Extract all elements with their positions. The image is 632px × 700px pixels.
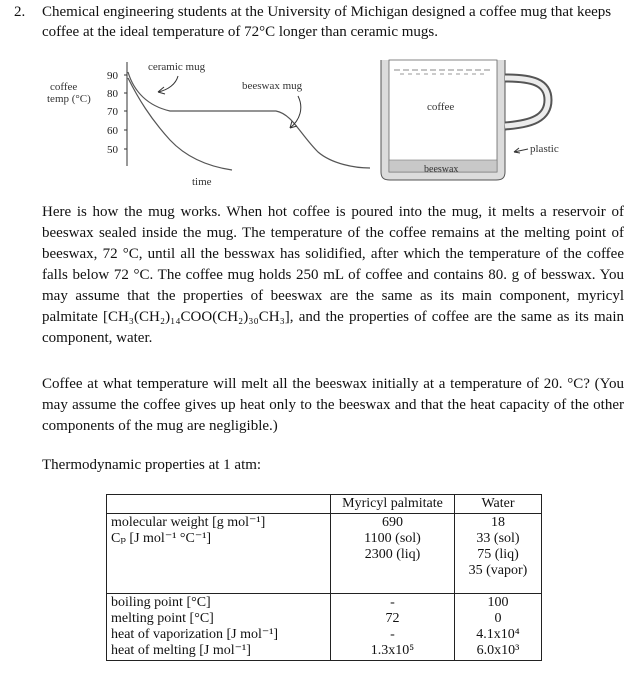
ytick-50: 50 bbox=[107, 144, 118, 156]
hvap-water: 4.1x10⁴ bbox=[476, 627, 520, 642]
cp-myricyl-liq: 2300 (liq) bbox=[364, 547, 421, 562]
temperature-graph bbox=[47, 61, 370, 188]
hmelt-label: heat of melting [J mol⁻¹] bbox=[111, 643, 251, 658]
mw-water: 18 bbox=[491, 515, 505, 530]
graph-xlabel: time bbox=[192, 176, 212, 188]
ytick-90: 90 bbox=[107, 70, 118, 82]
properties-table bbox=[106, 494, 542, 661]
mug-inner-cup bbox=[389, 60, 497, 172]
label-beeswax: beeswax bbox=[424, 164, 459, 175]
table-title: Thermodynamic properties at 1 atm: bbox=[42, 457, 262, 473]
paragraph-question: Coffee at what temperature will melt all the beeswax initially at a temperature of 20. °C? (You may assume the coffee gives up heat only to the beeswax and that the heat capacity of the other components of the mug are negligible.) bbox=[42, 376, 624, 434]
table-row bbox=[107, 514, 542, 594]
header-myricyl: Myricyl palmitate bbox=[331, 495, 455, 514]
label-coffee: coffee bbox=[427, 101, 455, 113]
mw-label: molecular weight [g mol⁻¹] bbox=[111, 515, 266, 530]
cp-label: Cₚ [J mol⁻¹ °C⁻¹] bbox=[111, 531, 212, 546]
table-row bbox=[107, 594, 542, 661]
hvap-label: heat of vaporization [J mol⁻¹] bbox=[111, 627, 279, 642]
bp-label: boiling point [°C] bbox=[111, 595, 211, 610]
cp-water-liq: 75 (liq) bbox=[477, 547, 519, 562]
hmelt-water: 6.0x10³ bbox=[476, 643, 520, 658]
header-blank bbox=[107, 495, 331, 514]
question-number: 2. bbox=[14, 4, 26, 20]
cp-myricyl-sol: 1100 (sol) bbox=[364, 531, 421, 546]
figure bbox=[0, 48, 632, 198]
bp-water: 100 bbox=[487, 595, 509, 610]
header-water: Water bbox=[455, 495, 542, 514]
mw-myricyl: 690 bbox=[382, 515, 403, 530]
ceramic-curve bbox=[128, 78, 232, 170]
label-ceramic-mug: ceramic mug bbox=[148, 61, 206, 73]
ytick-80: 80 bbox=[107, 88, 118, 100]
graph-ylabel-1: coffee bbox=[50, 81, 78, 93]
mp-label: melting point [°C] bbox=[111, 611, 214, 626]
label-plastic: plastic bbox=[530, 143, 559, 155]
cp-water-sol: 33 (sol) bbox=[476, 531, 520, 546]
ytick-60: 60 bbox=[107, 125, 118, 137]
paragraph-how-mug-works: Here is how the mug works. When hot coffee is poured into the mug, it melts a reservoir of beeswax sealed inside the mug. The temperature of the coffee remains at the melting point of beeswax, 72 °C, until all the besswax has solidified, after which the temperature of the coffee falls below 72 °C. The coffee mug holds 250 mL of coffee and contains 80. g of besswax. You may assume that the properties of beeswax are the same as its main component, myricyl palmitate [CH₃(CH₂)₁₄COO(CH₂)₃₀CH₃], and the properties of coffee are the same as its main component, water. bbox=[42, 204, 624, 346]
label-beeswax-mug: beeswax mug bbox=[242, 80, 303, 92]
mug-diagram bbox=[381, 60, 559, 180]
mp-water: 0 bbox=[494, 611, 502, 626]
ytick-70: 70 bbox=[107, 106, 118, 118]
cp-water-vap: 35 (vapor) bbox=[468, 563, 528, 578]
question-text: Chemical engineering students at the University of Michigan designed a coffee mug that keeps coffee at the ideal temperature of 72°C longer than ceramic mugs. bbox=[42, 4, 612, 40]
table-header-row bbox=[107, 495, 542, 514]
mp-myricyl: 72 bbox=[385, 611, 400, 626]
graph-ylabel-2: temp (°C) bbox=[47, 93, 91, 105]
bp-myricyl: - bbox=[390, 595, 395, 610]
hvap-myricyl: - bbox=[390, 627, 395, 642]
hmelt-myricyl: 1.3x10⁵ bbox=[370, 643, 415, 658]
